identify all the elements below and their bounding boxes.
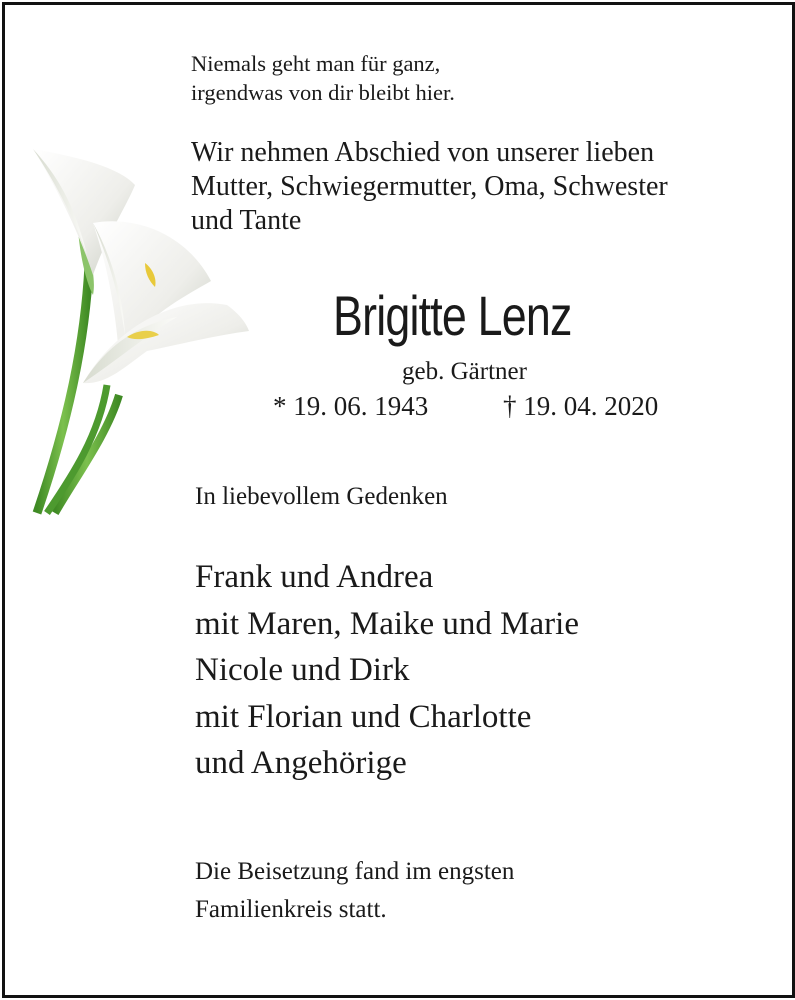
announcement-intro [191,136,668,238]
family-line: mit Maren, Maike und Marie [195,605,579,642]
verse [191,49,455,107]
intro-line: Wir nehmen Abschied von unserer lieben [191,137,655,168]
family-line: Frank und Andrea [195,559,434,595]
memory-line: In liebevollem Gedenken [195,483,448,510]
family-signatures [195,554,579,787]
family-line: und Angehörige [195,745,407,781]
family-line: Nicole und Dirk [195,652,410,688]
intro-line: Mutter, Schwiegermutter, Oma, Schwester [191,171,668,202]
verse-line: irgendwas von dir bleibt hier. [191,80,455,105]
closing-line: Die Beisetzung fand im engsten [195,858,515,885]
verse-line: Niemals geht man für ganz, [191,51,441,76]
family-line: mit Florian und Charlotte [195,698,532,735]
death-date: † 19. 04. 2020 [503,391,659,421]
deceased-name: Brigitte Lenz [333,284,572,347]
obituary-notice [2,2,795,998]
closing-line: Familienkreis statt. [195,896,387,923]
intro-line: und Tante [191,205,302,236]
maiden-name: geb. Gärtner [402,358,527,385]
birth-date: * 19. 06. 1943 [273,391,429,421]
funeral-note [195,853,514,929]
